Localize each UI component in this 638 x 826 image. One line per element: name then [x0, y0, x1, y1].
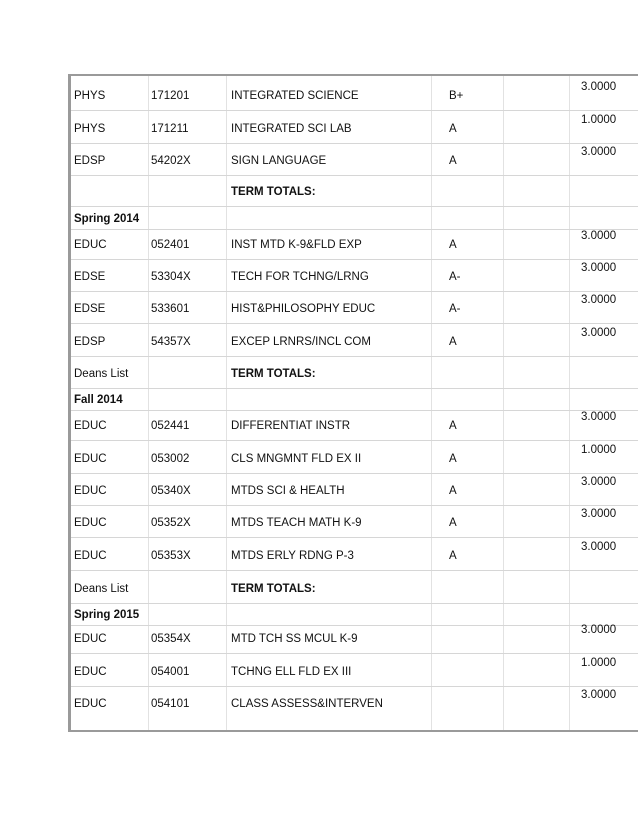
course-title-cell: HIST&PHILOSOPHY EDUC: [231, 303, 376, 315]
grade-cell: A: [449, 550, 457, 562]
course-number-cell: 053002: [151, 453, 190, 465]
row-divider: [71, 206, 638, 207]
grade-cell: A: [449, 336, 457, 348]
row-divider: [71, 410, 638, 411]
course-title-cell: SIGN LANGUAGE: [231, 155, 327, 167]
credits-cell: 3.0000: [581, 541, 617, 553]
credits-cell: 3.0000: [581, 146, 617, 158]
grade-cell: A: [449, 239, 457, 251]
credits-cell: 3.0000: [581, 262, 617, 274]
grade-cell: A: [449, 155, 457, 167]
row-divider: [71, 686, 638, 687]
row-divider: [71, 259, 638, 260]
deans-list-note: Deans List: [74, 583, 129, 595]
grade-cell: A: [449, 420, 457, 432]
credits-cell: 3.0000: [581, 230, 617, 242]
subject-cell: EDUC: [74, 633, 107, 645]
term-totals-label: TERM TOTALS:: [231, 583, 316, 595]
credits-cell: 3.0000: [581, 327, 617, 339]
course-number-cell: 05352X: [151, 517, 191, 529]
course-title-cell: MTDS SCI & HEALTH: [231, 485, 345, 497]
term-totals-label: TERM TOTALS:: [231, 186, 316, 198]
course-title-cell: MTDS TEACH MATH K-9: [231, 517, 362, 529]
grade-cell: A: [449, 123, 457, 135]
course-title-cell: MTD TCH SS MCUL K-9: [231, 633, 358, 645]
grade-cell: A-: [449, 271, 461, 283]
course-title-cell: DIFFERENTIAT INSTR: [231, 420, 351, 432]
row-divider: [71, 229, 638, 230]
credits-cell: 1.0000: [581, 444, 617, 456]
course-number-cell: 052401: [151, 239, 190, 251]
course-number-cell: 171201: [151, 90, 190, 102]
row-divider: [71, 603, 638, 604]
course-number-cell: 05354X: [151, 633, 191, 645]
term-totals-label: TERM TOTALS:: [231, 368, 316, 380]
course-title-cell: MTDS ERLY RDNG P-3: [231, 550, 354, 562]
subject-cell: EDUC: [74, 517, 107, 529]
row-divider: [71, 653, 638, 654]
deans-list-note: Deans List: [74, 368, 129, 380]
row-divider: [71, 323, 638, 324]
course-number-cell: 171211: [151, 123, 189, 135]
row-divider: [71, 537, 638, 538]
term-name: Spring 2014: [74, 213, 140, 225]
course-title-cell: TECH FOR TCHNG/LRNG: [231, 271, 369, 283]
row-divider: [71, 175, 638, 176]
row-divider: [71, 143, 638, 144]
subject-cell: EDSP: [74, 336, 106, 348]
subject-cell: EDUC: [74, 420, 107, 432]
course-number-cell: 054001: [151, 666, 190, 678]
credits-cell: 3.0000: [581, 411, 617, 423]
term-name: Spring 2015: [74, 609, 140, 621]
grade-cell: A: [449, 453, 457, 465]
course-title-cell: INTEGRATED SCI LAB: [231, 123, 352, 135]
course-number-cell: 05340X: [151, 485, 191, 497]
grade-cell: A: [449, 517, 457, 529]
course-title-cell: CLASS ASSESS&INTERVEN: [231, 698, 383, 710]
course-number-cell: 53304X: [151, 271, 191, 283]
term-name: Fall 2014: [74, 394, 123, 406]
row-divider: [71, 505, 638, 506]
credits-cell: 3.0000: [581, 508, 617, 520]
subject-cell: EDSE: [74, 271, 106, 283]
grade-cell: A: [449, 485, 457, 497]
credits-cell: 1.0000: [581, 657, 617, 669]
course-number-cell: 54202X: [151, 155, 191, 167]
course-title-cell: TCHNG ELL FLD EX III: [231, 666, 352, 678]
course-title-cell: INTEGRATED SCIENCE: [231, 90, 359, 102]
credits-cell: 3.0000: [581, 624, 617, 636]
credits-cell: 3.0000: [581, 689, 617, 701]
course-number-cell: 05353X: [151, 550, 191, 562]
subject-cell: EDUC: [74, 698, 107, 710]
course-title-cell: CLS MNGMNT FLD EX II: [231, 453, 362, 465]
row-divider: [71, 570, 638, 571]
subject-cell: PHYS: [74, 123, 106, 135]
credits-cell: 3.0000: [581, 294, 617, 306]
subject-cell: EDUC: [74, 550, 107, 562]
subject-cell: EDUC: [74, 485, 107, 497]
subject-cell: PHYS: [74, 90, 106, 102]
subject-cell: EDUC: [74, 239, 107, 251]
row-divider: [71, 356, 638, 357]
course-number-cell: 052441: [151, 420, 190, 432]
credits-cell: 3.0000: [581, 81, 617, 93]
credits-cell: 3.0000: [581, 476, 617, 488]
course-title-cell: EXCEP LRNRS/INCL COM: [231, 336, 371, 348]
grade-cell: B+: [449, 90, 464, 102]
subject-cell: EDUC: [74, 666, 107, 678]
row-divider: [71, 110, 638, 111]
course-number-cell: 054101: [151, 698, 190, 710]
course-number-cell: 54357X: [151, 336, 191, 348]
course-title-cell: INST MTD K-9&FLD EXP: [231, 239, 362, 251]
grade-cell: A-: [449, 303, 461, 315]
row-divider: [71, 388, 638, 389]
row-divider: [71, 625, 638, 626]
row-divider: [71, 440, 638, 441]
subject-cell: EDSP: [74, 155, 106, 167]
subject-cell: EDUC: [74, 453, 107, 465]
row-divider: [71, 291, 638, 292]
transcript-table: [68, 74, 638, 732]
credits-cell: 1.0000: [581, 114, 617, 126]
course-number-cell: 533601: [151, 303, 190, 315]
row-divider: [71, 473, 638, 474]
subject-cell: EDSE: [74, 303, 106, 315]
